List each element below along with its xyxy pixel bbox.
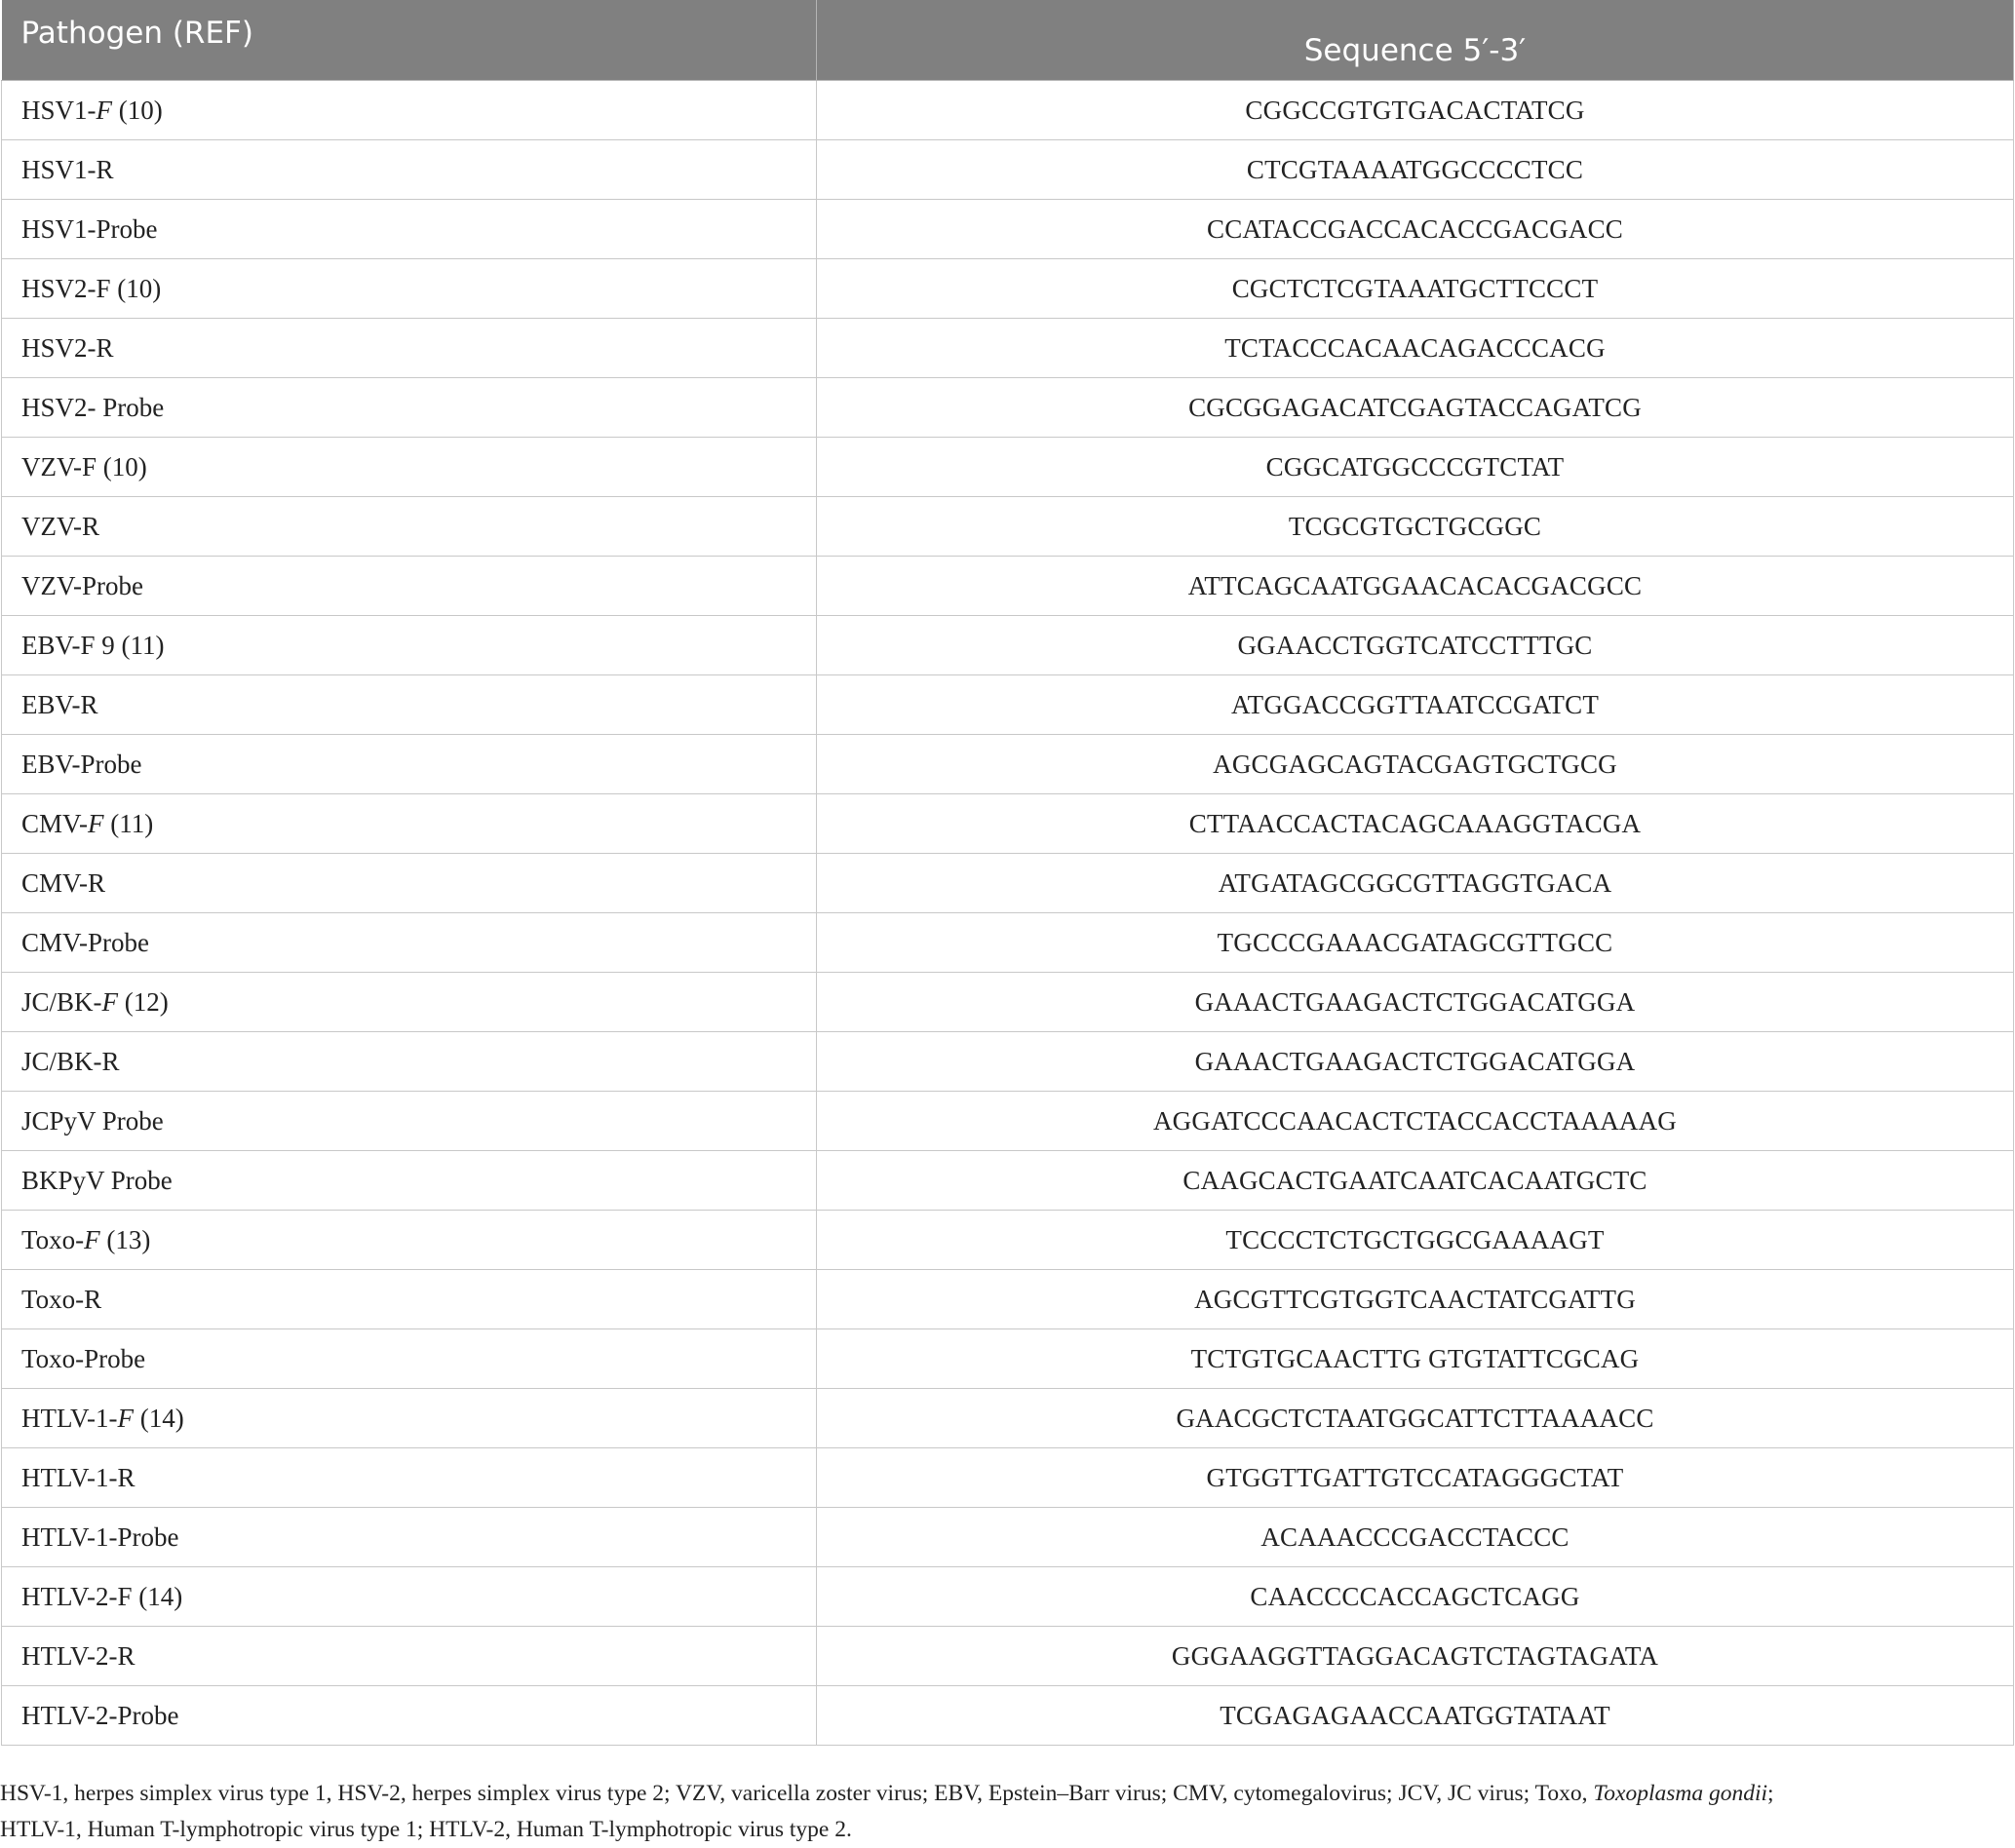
sequence-cell: TGCCCGAAACGATAGCGTTGCC <box>817 913 2014 973</box>
sequence-cell: GAAACTGAAGACTCTGGACATGGA <box>817 973 2014 1032</box>
sequence-cell: GGAACCTGGTCATCCTTTGC <box>817 616 2014 675</box>
table-row <box>2 497 2014 557</box>
table-body <box>2 81 2014 1746</box>
pathogen-italic-part: F <box>84 1224 100 1254</box>
table-row <box>2 140 2014 200</box>
table-row <box>2 854 2014 913</box>
sequence-cell: CAACCCCACCAGCTCAGG <box>817 1567 2014 1627</box>
pathogen-cell <box>2 81 817 140</box>
primer-probe-table <box>1 0 2014 1746</box>
pathogen-cell: HTLV-2-F (14) <box>2 1567 817 1627</box>
footnote-italic-species: Toxoplasma gondii <box>1593 1781 1768 1806</box>
sequence-cell: TCGCGTGCTGCGGC <box>817 497 2014 557</box>
table-row <box>2 616 2014 675</box>
table-row <box>2 1508 2014 1567</box>
pathogen-italic-part: F <box>101 986 119 1017</box>
table-row <box>2 1329 2014 1389</box>
pathogen-cell: EBV-R <box>2 675 817 735</box>
pathogen-cell: HSV1-Probe <box>2 200 817 259</box>
sequence-cell: ATGGACCGGTTAATCCGATCT <box>817 675 2014 735</box>
pathogen-cell: BKPyV Probe <box>2 1151 817 1211</box>
pathogen-cell: CMV-R <box>2 854 817 913</box>
pathogen-cell: HSV2- Probe <box>2 378 817 438</box>
pathogen-cell <box>2 794 817 854</box>
pathogen-cell: HSV2-R <box>2 319 817 378</box>
pathogen-cell <box>2 1389 817 1448</box>
table-footnote <box>0 1776 2008 1848</box>
pathogen-part: (13) <box>99 1224 151 1254</box>
sequence-cell: CGCGGAGACATCGAGTACCAGATCG <box>817 378 2014 438</box>
table-row <box>2 1270 2014 1329</box>
pathogen-cell: Toxo-Probe <box>2 1329 817 1389</box>
sequence-cell: TCTACCCACAACAGACCCACG <box>817 319 2014 378</box>
sequence-cell: TCGAGAGAACCAATGGTATAAT <box>817 1686 2014 1746</box>
table-row <box>2 1032 2014 1092</box>
table-row <box>2 557 2014 616</box>
pathogen-part: (14) <box>134 1403 184 1433</box>
pathogen-cell: HTLV-2-R <box>2 1627 817 1686</box>
pathogen-cell: CMV-Probe <box>2 913 817 973</box>
pathogen-cell: HTLV-2-Probe <box>2 1686 817 1746</box>
table-row <box>2 675 2014 735</box>
table-row <box>2 1448 2014 1508</box>
sequence-cell: ACAAACCCGACCTACCC <box>817 1508 2014 1567</box>
pathogen-cell <box>2 973 817 1032</box>
sequence-cell: CGGCCGTGTGACACTATCG <box>817 81 2014 140</box>
pathogen-cell: EBV-Probe <box>2 735 817 794</box>
table-row <box>2 913 2014 973</box>
sequence-cell: TCCCCTCTGCTGGCGAAAAGT <box>817 1211 2014 1270</box>
pathogen-italic-part: F <box>96 95 113 125</box>
sequence-cell: ATTCAGCAATGGAACACACGACGCC <box>817 557 2014 616</box>
footnote-line1-text: HSV-1, herpes simplex virus type 1, HSV-2, herpes simplex virus type 2; VZV, varicella zoster virus; EBV, Epstein–Barr virus; CMV, cytomegalovirus; JCV, JC virus; Toxo, <box>0 1781 1594 1806</box>
sequence-cell: ATGATAGCGGCGTTAGGTGACA <box>817 854 2014 913</box>
table-row <box>2 1151 2014 1211</box>
table-row <box>2 200 2014 259</box>
sequence-cell: CAAGCACTGAATCAATCACAATGCTC <box>817 1151 2014 1211</box>
pathogen-part: Toxo- <box>21 1224 85 1254</box>
pathogen-part: (11) <box>103 808 154 838</box>
table-row <box>2 81 2014 140</box>
table-row <box>2 259 2014 319</box>
table-row <box>2 1092 2014 1151</box>
sequence-cell: CGCTCTCGTAAATGCTTCCCT <box>817 259 2014 319</box>
sequence-cell: GAACGCTCTAATGGCATTCTTAAAACC <box>817 1389 2014 1448</box>
sequence-cell: CTTAACCACTACAGCAAAGGTACGA <box>817 794 2014 854</box>
pathogen-part: JC/BK- <box>21 986 102 1017</box>
pathogen-part: (12) <box>118 986 169 1017</box>
header-pathogen: Pathogen (REF) <box>2 0 817 81</box>
header-sequence: Sequence 5′-3′ <box>817 0 2014 81</box>
pathogen-cell: VZV-F (10) <box>2 438 817 497</box>
footnote-line2: HTLV-1, Human T-lymphotropic virus type 1; HTLV-2, Human T-lymphotropic virus type 2. <box>0 1817 852 1842</box>
pathogen-cell: HTLV-1-R <box>2 1448 817 1508</box>
sequence-cell: CGGCATGGCCCGTCTAT <box>817 438 2014 497</box>
pathogen-cell: Toxo-R <box>2 1270 817 1329</box>
sequence-cell: AGCGTTCGTGGTCAACTATCGATTG <box>817 1270 2014 1329</box>
pathogen-cell: HTLV-1-Probe <box>2 1508 817 1567</box>
pathogen-cell: EBV-F 9 (11) <box>2 616 817 675</box>
pathogen-part: HTLV-1- <box>21 1403 118 1433</box>
table-row <box>2 438 2014 497</box>
sequence-cell: GTGGTTGATTGTCCATAGGGCTAT <box>817 1448 2014 1508</box>
pathogen-cell: JC/BK-R <box>2 1032 817 1092</box>
pathogen-cell: VZV-R <box>2 497 817 557</box>
table-row <box>2 378 2014 438</box>
pathogen-part: HSV1- <box>21 95 97 125</box>
table-row <box>2 1686 2014 1746</box>
pathogen-italic-part: F <box>88 808 104 838</box>
table-header-row <box>2 0 2014 81</box>
pathogen-cell <box>2 1211 817 1270</box>
table-row <box>2 1627 2014 1686</box>
pathogen-part: CMV- <box>21 808 89 838</box>
pathogen-italic-part: F <box>117 1403 135 1433</box>
sequence-cell: GAAACTGAAGACTCTGGACATGGA <box>817 1032 2014 1092</box>
sequence-cell: CCATACCGACCACACCGACGACC <box>817 200 2014 259</box>
sequence-cell: CTCGTAAAATGGCCCCTCC <box>817 140 2014 200</box>
pathogen-cell: JCPyV Probe <box>2 1092 817 1151</box>
table-row <box>2 1211 2014 1270</box>
table-row <box>2 794 2014 854</box>
pathogen-cell: HSV2-F (10) <box>2 259 817 319</box>
pathogen-cell: HSV1-R <box>2 140 817 200</box>
footnote-line1-end: ; <box>1767 1781 1774 1806</box>
pathogen-part: (10) <box>112 95 163 125</box>
sequence-cell: AGCGAGCAGTACGAGTGCTGCG <box>817 735 2014 794</box>
pathogen-cell: VZV-Probe <box>2 557 817 616</box>
table-row <box>2 1389 2014 1448</box>
table-row <box>2 973 2014 1032</box>
table-row <box>2 735 2014 794</box>
sequence-cell: TCTGTGCAACTTG GTGTATTCGCAG <box>817 1329 2014 1389</box>
table-row <box>2 1567 2014 1627</box>
table-row <box>2 319 2014 378</box>
sequence-cell: AGGATCCCAACACTCTACCACCTAAAAAG <box>817 1092 2014 1151</box>
sequence-cell: GGGAAGGTTAGGACAGTCTAGTAGATA <box>817 1627 2014 1686</box>
